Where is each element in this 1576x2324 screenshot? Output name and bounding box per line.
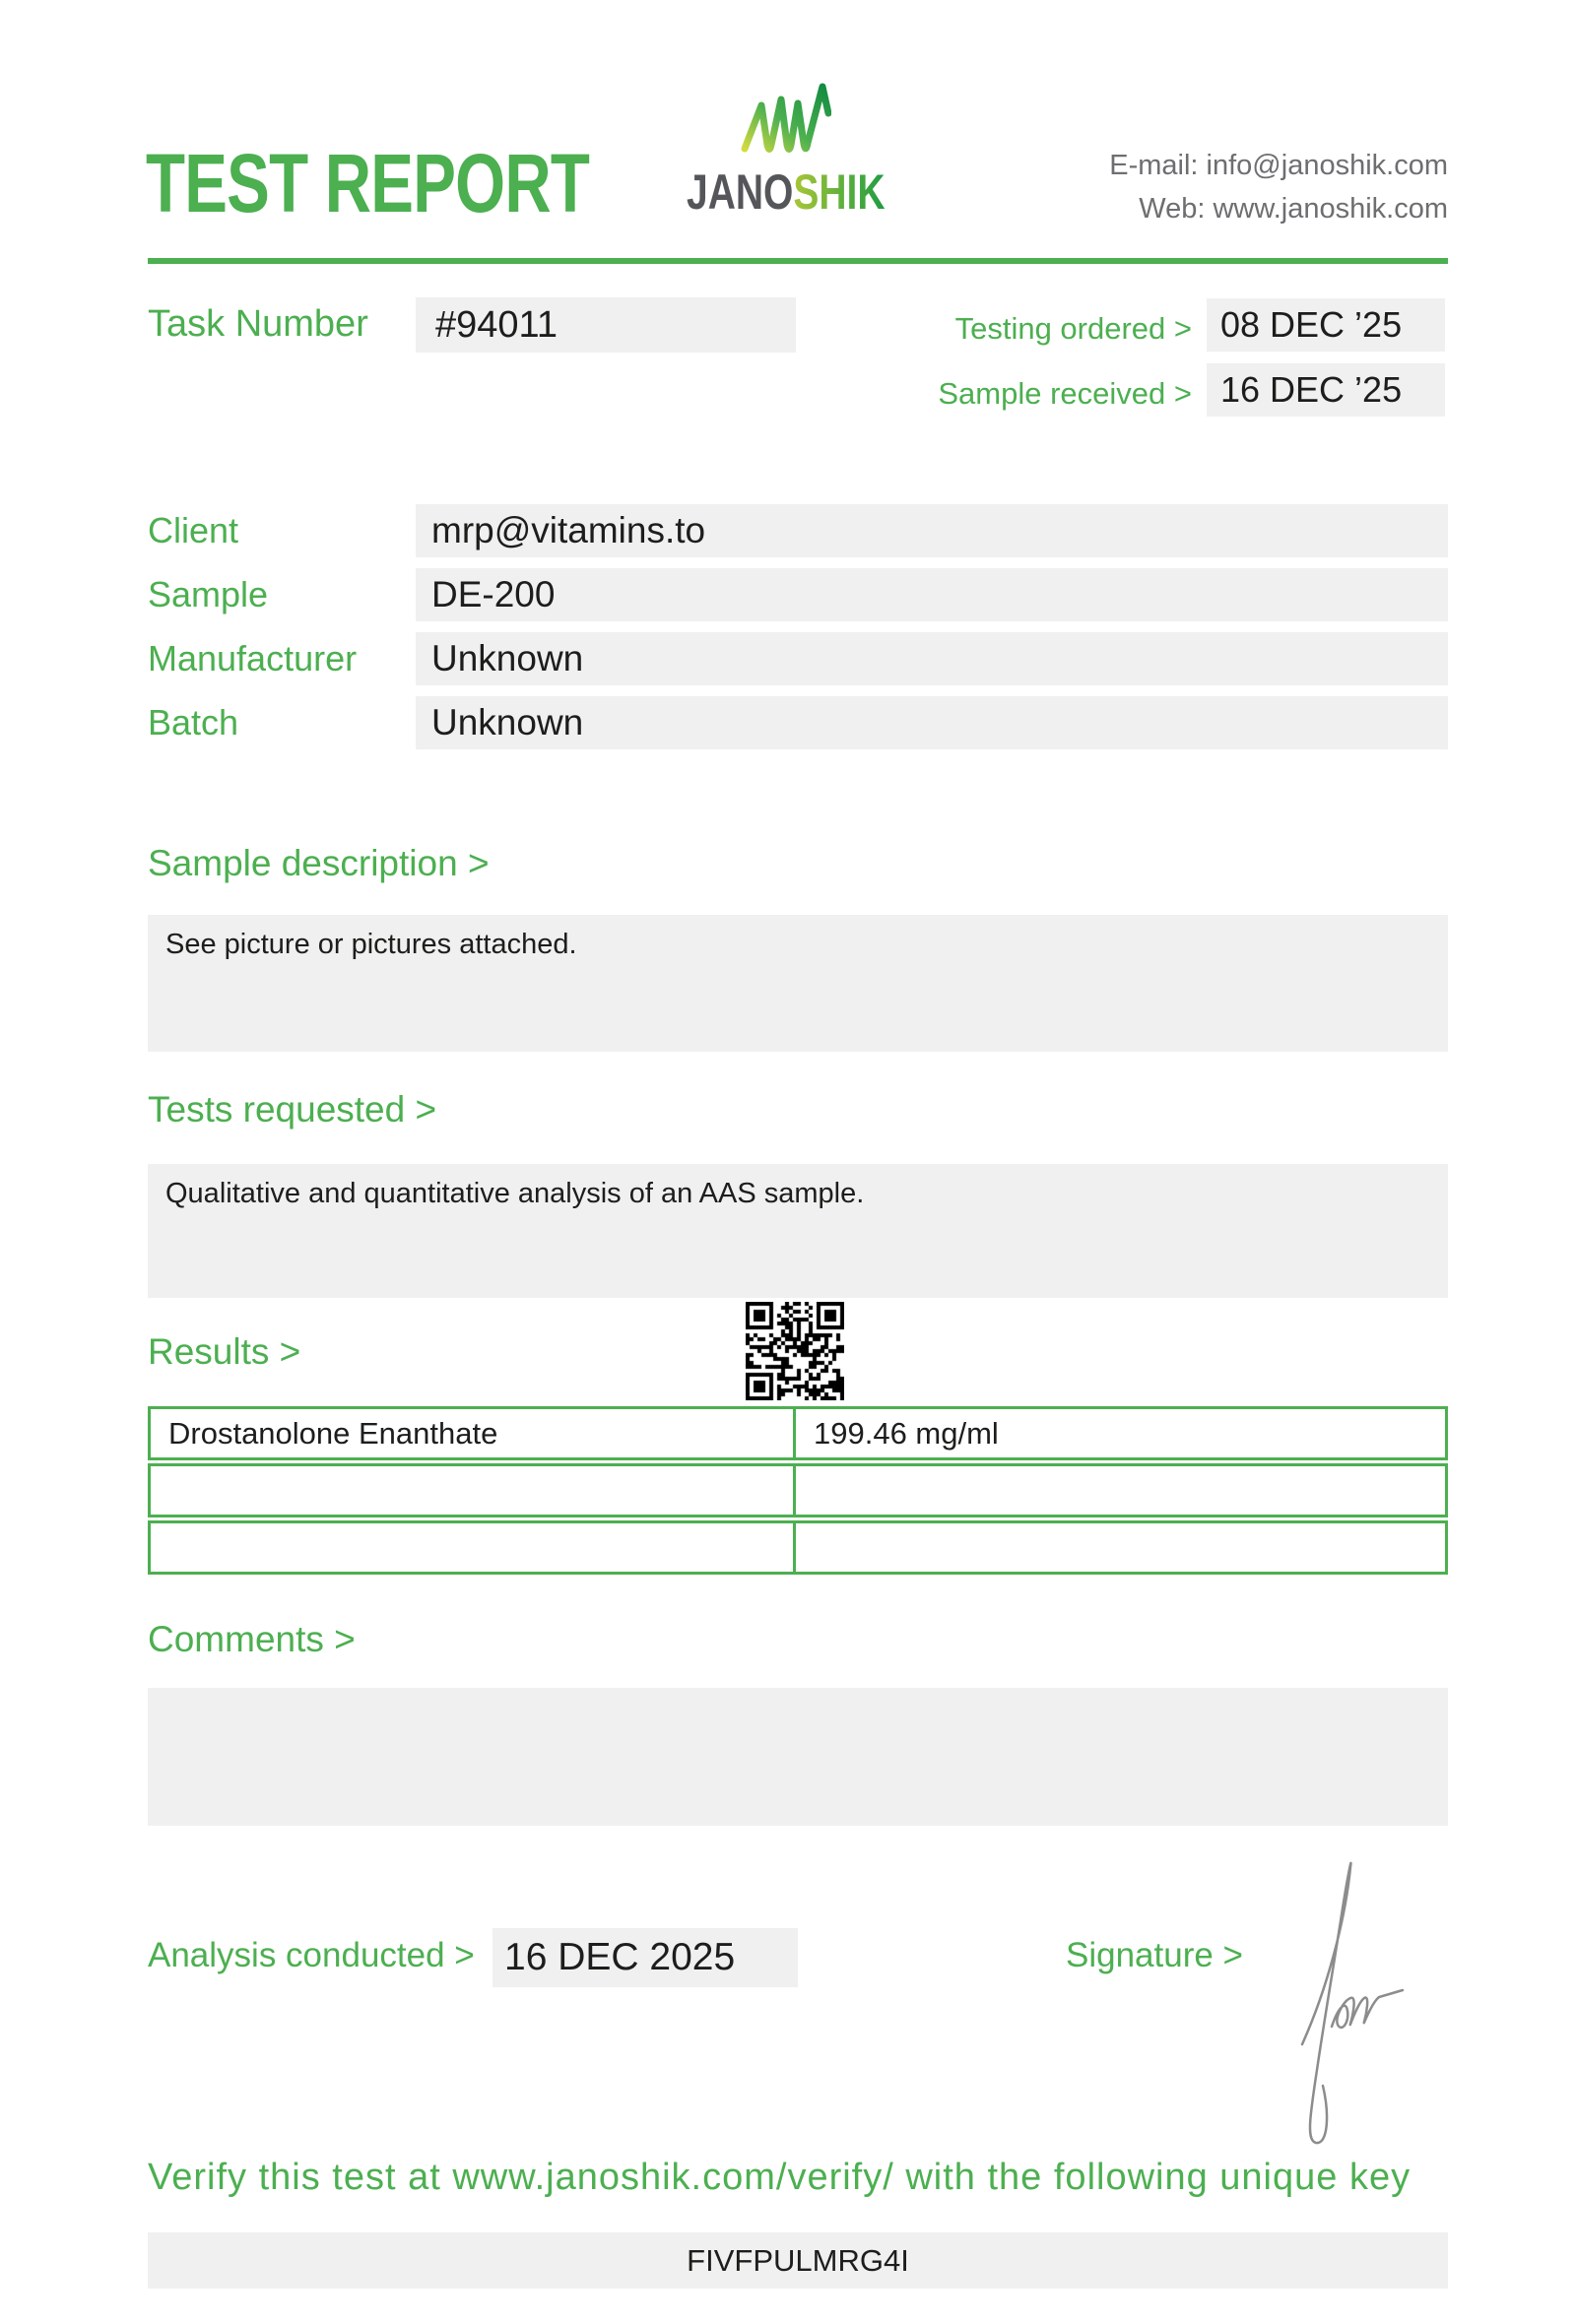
sample-description-text: See picture or pictures attached. [165, 929, 577, 960]
sample-received-date: 16 DEC ’25 [1220, 369, 1403, 410]
task-number-value: #94011 [435, 304, 558, 346]
batch-label: Batch [148, 702, 239, 742]
results-row [148, 1463, 1448, 1517]
sample-description-heading: Sample description > [148, 843, 490, 883]
logo-text-jano: JANO [687, 164, 794, 220]
testing-ordered-date: 08 DEC ’25 [1220, 304, 1403, 345]
client-value: mrp@vitamins.to [431, 510, 706, 550]
analysis-date: 16 DEC 2025 [504, 1936, 736, 1978]
task-number-field [416, 297, 796, 353]
task-number-label: Task Number [148, 303, 368, 345]
header-divider [148, 258, 1448, 264]
analysis-conducted-label: Analysis conducted > [148, 1936, 475, 1974]
logo-wordmark [687, 163, 886, 221]
signature-scribble [1288, 1830, 1416, 2160]
page-title: TEST REPORT [146, 137, 590, 229]
verify-instruction: Verify this test at www.janoshik.com/verify/ with the following unique key [148, 2157, 1412, 2198]
qr-code [746, 1302, 844, 1400]
comments-box [148, 1688, 1448, 1826]
logo-text-shik: SHIK [793, 164, 886, 220]
batch-value: Unknown [431, 702, 584, 742]
contact-block [1109, 144, 1448, 230]
results-heading: Results > [148, 1331, 301, 1372]
results-row [148, 1520, 1448, 1575]
manufacturer-label: Manufacturer [148, 638, 358, 678]
comments-heading: Comments > [148, 1619, 356, 1659]
testing-ordered-field [1207, 298, 1445, 352]
contact-web: Web: www.janoshik.com [1139, 193, 1448, 225]
results-row [148, 1406, 1448, 1460]
result-amount: 199.46 mg/ml [814, 1415, 999, 1451]
signature-label: Signature > [1066, 1936, 1243, 1974]
sample-received-field [1207, 363, 1445, 417]
contact-email: E-mail: info@janoshik.com [1109, 150, 1448, 181]
sample-label: Sample [148, 574, 269, 614]
analysis-date-field [492, 1928, 798, 1987]
client-field [416, 504, 1448, 557]
testing-ordered-label: Testing ordered > [954, 311, 1192, 346]
tests-requested-heading: Tests requested > [148, 1089, 437, 1130]
manufacturer-field [416, 632, 1448, 685]
tests-requested-text: Qualitative and quantitative analysis of an AAS sample. [165, 1178, 865, 1209]
verify-key: FIVFPULMRG4I [687, 2243, 909, 2278]
result-substance: Drostanolone Enanthate [151, 1409, 796, 1457]
verify-key-field [148, 2232, 1448, 2289]
sample-received-label: Sample received > [938, 376, 1192, 411]
results-table [148, 1406, 1448, 1578]
result-amount [796, 1466, 1445, 1515]
batch-field [416, 696, 1448, 749]
result-substance [151, 1466, 796, 1515]
trend-chart-icon [741, 83, 831, 168]
sample-field [416, 568, 1448, 621]
result-substance [151, 1523, 796, 1572]
tests-requested-box [148, 1164, 1448, 1298]
sample-description-box [148, 915, 1448, 1052]
client-label: Client [148, 510, 239, 550]
sample-value: DE-200 [431, 574, 556, 614]
result-amount [796, 1523, 1445, 1572]
manufacturer-value: Unknown [431, 638, 584, 678]
